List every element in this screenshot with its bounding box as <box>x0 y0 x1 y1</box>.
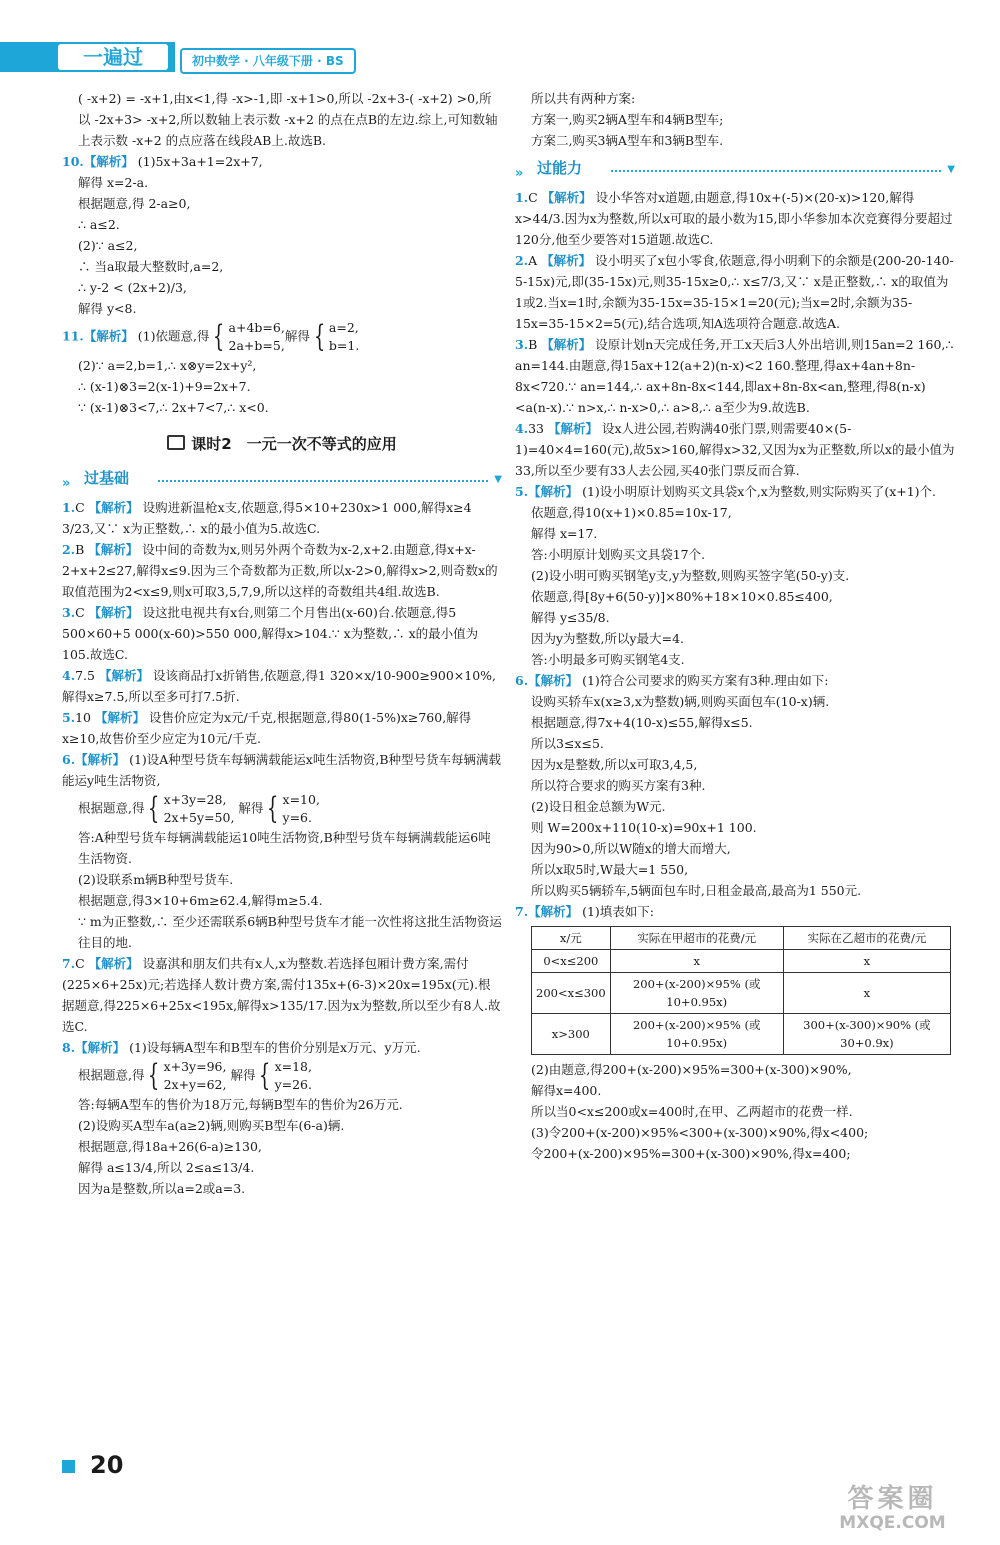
b3-number: 3. <box>62 605 76 620</box>
c2-text: 设小明买了x包小零食,依题意,得小明剩下的余额是(200-20-140-5-15x)元,即(35-15x)元,则35-15x≥0,∴ x≤7/3,又∵ x是正整数,∴ x的取值为1或2.当x=1时,余额为35-15x=35-15×1=20(元);当x=2时,余额为35-15x=35-15×2=5(元),结合选项,知A选项符合题意.故选A. <box>515 253 954 331</box>
table-header-cell: 实际在乙超市的花费/元 <box>783 927 950 950</box>
b4-number: 4. <box>62 668 76 683</box>
brace-glyph: { <box>313 319 326 354</box>
q11-line-1 <box>62 319 502 355</box>
c3-answer: B <box>528 337 538 352</box>
table-header-cell: 实际在甲超市的花费/元 <box>610 927 783 950</box>
q10-line-1 <box>62 151 502 172</box>
section-basic-label: 过基础 <box>84 469 130 487</box>
c7-line-6: 令200+(x-200)×95%=300+(x-300)×90%,得x=400; <box>531 1146 851 1161</box>
r0-line-1: 所以共有两种方案: <box>531 91 636 106</box>
b4-item <box>62 665 502 707</box>
table-cell: x>300 <box>532 1014 611 1055</box>
b6-analysis-tag: 【解析】 <box>75 752 126 767</box>
b5-analysis-tag: 【解析】 <box>94 710 145 725</box>
q10-line-8: 解得 y<8. <box>78 301 137 316</box>
q11-line-3: ∴ (x-1)⊗3=2(x-1)+9=2x+7. <box>78 379 251 394</box>
b8-line-2 <box>62 1058 502 1094</box>
equation-system <box>164 1058 227 1094</box>
c6-line-3: 根据题意,得7x+4(10-x)≤55,解得x≤5. <box>531 715 753 730</box>
b6-text-1: (1)设A种型号货车每辆满载能运x吨生活物资,B种型号货车每辆满载能运y吨生活物资, <box>62 752 502 788</box>
b6-text-2: 根据题意,得 <box>78 800 145 816</box>
c6-line-6: 所以符合要求的购买方案有3种. <box>531 778 706 793</box>
b1-analysis-tag: 【解析】 <box>88 500 139 515</box>
q11-text-2: 解得 <box>284 328 310 344</box>
c5-number: 5. <box>515 484 529 499</box>
brace-glyph: { <box>148 1058 160 1093</box>
q10-line-3: 根据题意,得 2-a≥0, <box>78 196 191 211</box>
b3-analysis-tag: 【解析】 <box>88 605 139 620</box>
c1-answer: C <box>528 190 538 205</box>
c6-line-2: 设购买轿车x(x≥3,x为整数)辆,则购买面包车(10-x)辆. <box>531 694 830 709</box>
b4-analysis-tag: 【解析】 <box>98 668 149 683</box>
b3-answer: C <box>75 605 85 620</box>
eq-row: y=6. <box>282 810 312 825</box>
eq-row: y=26. <box>274 1077 312 1092</box>
chevron-icon: » <box>515 166 524 181</box>
watermark-top: 答案圈 <box>847 1484 938 1514</box>
c5-line-6: 依题意,得[8y+6(50-y)]×80%+18×10×0.85≤400, <box>531 589 833 604</box>
q10-line-6: ∴ 当a取最大整数时,a=2, <box>78 259 224 274</box>
b7-text: 设嘉淇和朋友们共有x人,x为整数.若选择包厢计费方案,需付(225×6+25x)元;若选择人数计费方案,需付135x+(6-3)×20x=195x(元).根据题意,得225×6+25x<195x,解得x>135/17.因为x为整数,所以至少有8人.故选C. <box>62 956 501 1034</box>
c1-item <box>515 187 955 250</box>
b2-text: 设中间的奇数为x,则另外两个奇数为x-2,x+2.由题意,得x+x-2+x+2≤27,解得x≤9.因为三个奇数都为正数,所以x-2>0,解得x>2,则奇数x的取值范围为2<x≤9,则x可取3,5,7,9,所以这样的奇数组共4组.故选B. <box>62 542 498 599</box>
q10-text-1: (1)5x+3a+1=2x+7, <box>137 154 263 169</box>
b5-text: 设售价应定为x元/千克,根据题意,得80(1-5%)x≥760,解得x≥10,故售价至少应定为10元/千克. <box>62 710 472 746</box>
section-basic <box>62 467 502 493</box>
eq-row: 2x+5y=50, <box>163 810 235 825</box>
section-ability-label: 过能力 <box>537 159 583 177</box>
c5-line-2: 依题意,得10(x+1)×0.85=10x-17, <box>531 505 732 520</box>
q10-line-7: ∴ y-2 < (2x+2)/3, <box>78 280 187 295</box>
table-cell: 200+(x-200)×95% (或10+0.95x) <box>610 1014 783 1055</box>
b6-line-1 <box>62 749 502 791</box>
b7-number: 7. <box>62 956 76 971</box>
b6-line-5: 根据题意,得3×10+6m≥62.4,解得m≥5.4. <box>78 893 323 908</box>
equation-system <box>229 319 285 355</box>
b2-analysis-tag: 【解析】 <box>88 542 139 557</box>
arrow-down-icon: ▼ <box>947 164 955 175</box>
c5-text-1: (1)设小明原计划购买文具袋x个,x为整数,则实际购买了(x+1)个. <box>582 484 937 499</box>
c7-line-5: (3)令200+(x-200)×95%<300+(x-300)×90%,得x<400; <box>531 1125 869 1140</box>
brace-glyph: { <box>213 319 225 354</box>
b6-line-2 <box>62 791 502 827</box>
lesson-title: 课时2 一元一次不等式的应用 <box>191 435 397 453</box>
c7-number: 7. <box>515 904 529 919</box>
watermark-bottom: MXQE.COM <box>839 1513 946 1533</box>
table-row <box>532 950 951 973</box>
b8-text-2: 根据题意,得 <box>78 1067 145 1083</box>
c4-analysis-tag: 【解析】 <box>547 421 598 436</box>
q10-line-4: ∴ a≤2. <box>78 217 120 232</box>
b6-text-3: 解得 <box>238 800 264 816</box>
c6-line-8: 则 W=200x+110(10-x)=90x+1 100. <box>531 820 757 835</box>
b8-text-1: (1)设每辆A型车和B型车的售价分别是x万元、y万元. <box>129 1040 421 1055</box>
b5-item <box>62 707 502 749</box>
c7-text-1: (1)填表如下: <box>582 904 654 919</box>
c6-line-10: 所以x取5时,W最大=1 550, <box>531 862 689 877</box>
eq-row: x=10, <box>282 792 320 807</box>
c3-analysis-tag: 【解析】 <box>541 337 592 352</box>
q11-number: 11. <box>62 328 84 344</box>
b1-item <box>62 497 502 539</box>
b8-line-4: (2)设购买A型车a(a≥2)辆,则购买B型车(6-a)辆. <box>78 1118 345 1133</box>
b6-number: 6. <box>62 752 76 767</box>
r0-line-3: 方案二,购买3辆A型车和3辆B型车. <box>531 133 724 148</box>
eq-row: 2x+y=62, <box>163 1077 227 1092</box>
c3-number: 3. <box>515 337 529 352</box>
b5-answer: 10 <box>75 710 91 725</box>
equation-system <box>275 1058 312 1094</box>
brand-logo: 一遍过 <box>58 44 168 70</box>
divider <box>158 480 488 482</box>
b4-answer: 7.5 <box>75 668 95 683</box>
c2-number: 2. <box>515 253 529 268</box>
b7-answer: C <box>75 956 85 971</box>
brace-glyph: { <box>259 1058 271 1093</box>
q9-continuation: ( -x+2) = -x+1,由x<1,得 -x>-1,即 -x+1>0,所以 -2x+3-( -x+2) >0,所以 -2x+3> -x+2,所以数轴上表示数 -x+2 的点在点B的左边.综上,可知数轴上表示数 -x+2 的点应落在线段AB上.故选B. <box>78 91 498 148</box>
b6-line-3: 答:A种型号货车每辆满载能运10吨生活物资,B种型号货车每辆满载能运6吨生活物资. <box>78 830 491 866</box>
eq-row: x+3y=28, <box>163 792 227 807</box>
b2-item <box>62 539 502 602</box>
b2-answer: B <box>75 542 85 557</box>
b5-number: 5. <box>62 710 76 725</box>
q10-line-5: (2)∵ a≤2, <box>78 238 138 253</box>
left-column <box>62 88 502 1199</box>
b8-analysis-tag: 【解析】 <box>75 1040 126 1055</box>
c6-line-5: 因为x是整数,所以x可取3,4,5, <box>531 757 698 772</box>
c2-item <box>515 250 955 334</box>
book-icon <box>167 435 185 450</box>
c1-number: 1. <box>515 190 529 205</box>
b1-answer: C <box>75 500 85 515</box>
c4-answer: 33 <box>528 421 544 436</box>
c5-line-4: 答:小明原计划购买文具袋17个. <box>531 547 706 562</box>
watermark-logo <box>800 1485 985 1535</box>
c6-line-11: 所以购买5辆轿车,5辆面包车时,日租金最高,最高为1 550元. <box>531 883 862 898</box>
c4-text: 设x人进公园,若购满40张门票,则需要40×(5-1)=40×4=160(元),故5x>160,解得x>32,又因为x为正整数,所以x的最小值为33,所以至少要有33人去公园,买40张门票反而合算. <box>515 421 955 478</box>
c5-line-5: (2)设小明可购买钢笔y支,y为整数,则购买签字笔(50-y)支. <box>531 568 850 583</box>
c5-line-8: 因为y为整数,所以y最大=4. <box>531 631 684 646</box>
b2-number: 2. <box>62 542 76 557</box>
q11-line-2: (2)∵ a=2,b=1,∴ x⊗y=2x+y², <box>78 358 257 373</box>
b8-line-7: 因为a是整数,所以a=2或a=3. <box>78 1181 246 1196</box>
b8-line-6: 解得 a≤13/4,所以 2≤a≤13/4. <box>78 1160 255 1175</box>
table-row <box>532 973 951 1014</box>
q11-line-4: ∵ (x-1)⊗3<7,∴ 2x+7<7,∴ x<0. <box>78 400 269 415</box>
c6-analysis-tag: 【解析】 <box>528 673 579 688</box>
c5-analysis-tag: 【解析】 <box>528 484 579 499</box>
b8-line-3: 答:每辆A型车的售价为18万元,每辆B型车的售价为26万元. <box>78 1097 403 1112</box>
eq-row: b=1. <box>328 338 360 353</box>
b8-text-3: 解得 <box>230 1067 256 1083</box>
eq-row: a+4b=6, <box>228 320 285 335</box>
b7-item <box>62 953 502 1037</box>
c7-line-4: 所以当0<x≤200或x=400时,在甲、乙两超市的花费一样. <box>531 1104 853 1119</box>
c7-line-3: 解得x=400. <box>531 1083 602 1098</box>
equation-system <box>329 319 359 355</box>
table-cell: x <box>783 950 950 973</box>
table-cell: 200<x≤300 <box>532 973 611 1014</box>
eq-row: x=18, <box>274 1059 312 1074</box>
c7-line-1 <box>515 901 955 922</box>
table-header-cell: x/元 <box>532 927 611 950</box>
brace-glyph: { <box>267 791 279 826</box>
q10-number: 10. <box>62 154 84 169</box>
c5-line-1 <box>515 481 955 502</box>
c4-number: 4. <box>515 421 529 436</box>
b3-item <box>62 602 502 665</box>
right-column <box>515 88 955 1164</box>
table-cell: 300+(x-300)×90% (或30+0.9x) <box>783 1014 950 1055</box>
brace-glyph: { <box>148 791 160 826</box>
c5-line-7: 解得 y≤35/8. <box>531 610 610 625</box>
c6-line-4: 所以3≤x≤5. <box>531 736 604 751</box>
b8-number: 8. <box>62 1040 76 1055</box>
c3-item <box>515 334 955 418</box>
equation-system <box>283 791 320 827</box>
q11-text-1: (1)依题意,得 <box>137 328 210 344</box>
section-ability <box>515 157 955 183</box>
b8-line-5: 根据题意,得18a+26(6-a)≥130, <box>78 1139 262 1154</box>
arrow-down-icon: ▼ <box>494 474 502 485</box>
eq-row: x+3y=96, <box>163 1059 227 1074</box>
equation-system <box>164 791 235 827</box>
c6-line-9: 因为90>0,所以W随x的增大而增大, <box>531 841 731 856</box>
lesson-heading <box>62 434 502 455</box>
b4-text: 设该商品打x折销售,依题意,得1 320×x/10-900≥900×10%,解得x≥7.5,所以至多可打7.5折. <box>62 668 497 704</box>
c7-line-2: (2)由题意,得200+(x-200)×95%=300+(x-300)×90%, <box>531 1062 852 1077</box>
c5-line-3: 解得 x=17. <box>531 526 598 541</box>
c6-line-7: (2)设日租金总额为W元. <box>531 799 666 814</box>
c1-analysis-tag: 【解析】 <box>541 190 592 205</box>
page-header <box>0 0 1000 80</box>
c2-analysis-tag: 【解析】 <box>541 253 592 268</box>
c5-line-9: 答:小明最多可购买钢笔4支. <box>531 652 685 667</box>
b6-line-4: (2)设联系m辆B种型号货车. <box>78 872 234 887</box>
table-cell: x <box>610 950 783 973</box>
c6-text-1: (1)符合公司要求的购买方案有3种.理由如下: <box>582 673 829 688</box>
b7-analysis-tag: 【解析】 <box>88 956 139 971</box>
page-marker <box>62 1460 75 1473</box>
b1-number: 1. <box>62 500 76 515</box>
eq-row: 2a+b=5, <box>228 338 285 353</box>
table-cell: x <box>783 973 950 1014</box>
c6-line-1 <box>515 670 955 691</box>
series-tag: 初中数学 · 八年级下册 · BS <box>180 48 356 74</box>
table-row <box>532 1014 951 1055</box>
b8-line-1 <box>62 1037 502 1058</box>
eq-row: a=2, <box>328 320 359 335</box>
b3-text: 设这批电视共有x台,则第二个月售出(x-60)台.依题意,得5 500×60+5 000(x-60)>550 000,解得x>104.∵ x为整数,∴ x的最小值为105.故选C. <box>62 605 479 662</box>
c2-answer: A <box>528 253 538 268</box>
table-header-row <box>532 927 951 950</box>
divider <box>611 170 941 172</box>
r0-line-2: 方案一,购买2辆A型车和4辆B型车; <box>531 112 724 127</box>
b6-line-6: ∵ m为正整数,∴ 至少还需联系6辆B种型号货车才能一次性将这批生活物资运往目的地. <box>78 914 502 950</box>
c7-analysis-tag: 【解析】 <box>528 904 579 919</box>
c3-text: 设原计划n天完成任务,开工x天后3人外出培训,则15an=2 160,∴ an=144.由题意,得15ax+12(a+2)(n-x)<2 160.整理,得ax+4an+8n-8x<720.∵ an=144,∴ ax+8n-8x<144,即ax+8n-8x<an,整理,得8(n-x)<a(n-x).∵ n>x,∴ n-x>0,∴ a>8,∴ a至少为9.故选B. <box>515 337 954 415</box>
spending-table <box>531 926 951 1055</box>
c4-item <box>515 418 955 481</box>
chevron-icon: » <box>62 476 71 491</box>
q11-analysis-tag: 【解析】 <box>83 328 134 344</box>
table-cell: 200+(x-200)×95% (或10+0.95x) <box>610 973 783 1014</box>
table-cell: 0<x≤200 <box>532 950 611 973</box>
b1-text: 设购进新温枪x支,依题意,得5×10+230x>1 000,解得x≥4 3/23,又∵ x为正整数,∴ x的最小值为5.故选C. <box>62 500 472 536</box>
c1-text: 设小华答对x道题,由题意,得10x+(-5)×(20-x)>120,解得x>44/3.因为x为整数,所以x可取的最小数为15,即小华参加本次竞赛得分要超过120分,他至少要答对15道题.故选C. <box>515 190 953 247</box>
c6-number: 6. <box>515 673 529 688</box>
q10-analysis-tag: 【解析】 <box>83 154 134 169</box>
q10-line-2: 解得 x=2-a. <box>78 175 149 190</box>
page-number: 20 <box>90 1451 124 1479</box>
